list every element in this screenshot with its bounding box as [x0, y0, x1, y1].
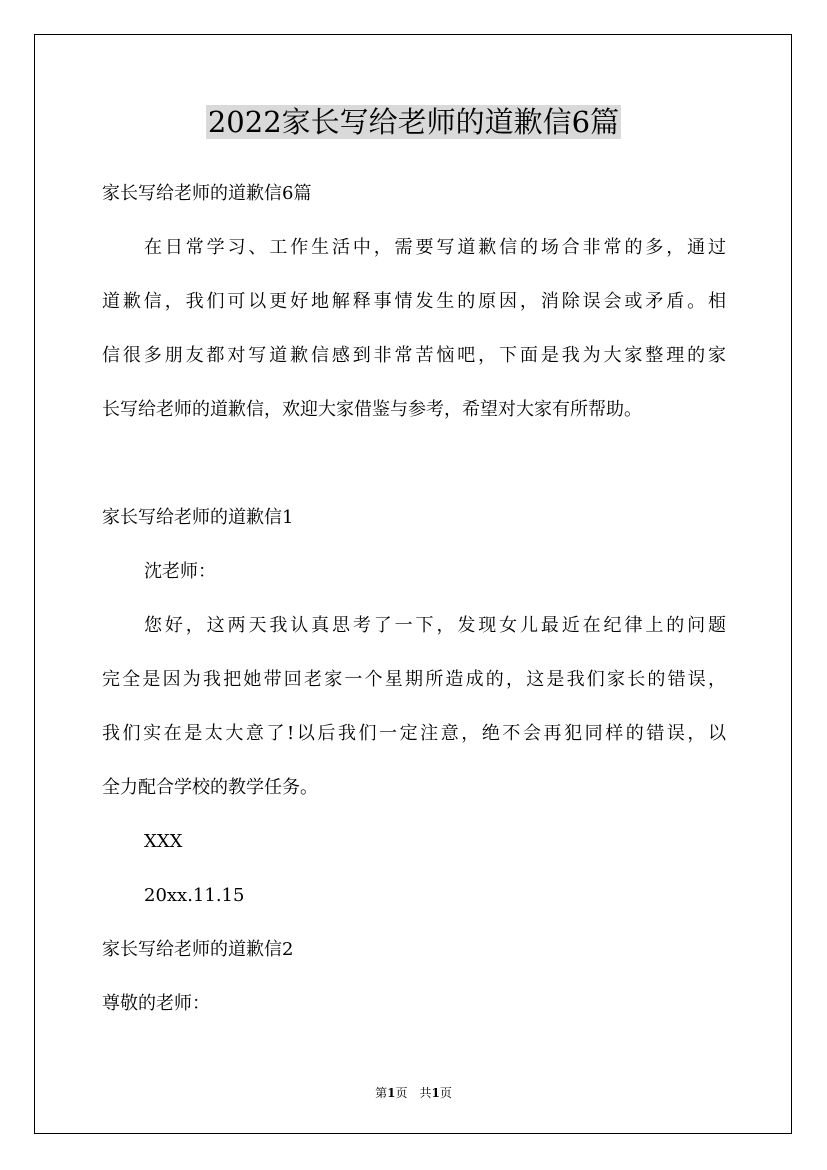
document-subtitle: 家长写给老师的道歉信6篇	[102, 183, 312, 204]
intro-paragraph-line: 信很多朋友都对写道歉信感到非常苦恼吧，下面是我为大家整理的家	[102, 345, 726, 366]
page-label-mid: 页 共	[395, 1086, 432, 1100]
intro-paragraph-line: 在日常学习、工作生活中，需要写道歉信的场合非常的多，通过	[144, 237, 726, 258]
intro-paragraph-line: 道歉信，我们可以更好地解释事情发生的原因，消除误会或矛盾。相	[102, 291, 726, 312]
letter2-salutation: 尊敬的老师：	[102, 993, 210, 1014]
page-footer	[0, 1085, 827, 1101]
letter1-body-line: 您好，这两天我认真思考了一下，发现女儿最近在纪律上的问题	[144, 615, 726, 636]
document-title	[0, 102, 827, 142]
page-total-number: 1	[431, 1086, 440, 1100]
page-current-number: 1	[387, 1086, 396, 1100]
letter1-body-line: 全力配合学校的教学任务。	[102, 777, 318, 798]
letter1-salutation: 沈老师：	[144, 561, 216, 582]
letter1-body-line: 完全是因为我把她带回老家一个星期所造成的，这是我们家长的错误，	[102, 669, 726, 690]
letter1-date: 20xx.11.15	[144, 885, 245, 906]
intro-paragraph-line: 长写给老师的道歉信，欢迎大家借鉴与参考，希望对大家有所帮助。	[102, 399, 642, 420]
page-label-suffix: 页	[439, 1086, 452, 1100]
letter2-heading: 家长写给老师的道歉信2	[102, 939, 294, 960]
letter1-signature: XXX	[144, 831, 183, 852]
letter1-heading: 家长写给老师的道歉信1	[102, 507, 294, 528]
page-label-prefix: 第	[375, 1086, 388, 1100]
letter1-body-line: 我们实在是太大意了!以后我们一定注意，绝不会再犯同样的错误，以	[102, 723, 726, 744]
document-title-text: 2022家长写给老师的道歉信6篇	[207, 105, 620, 139]
